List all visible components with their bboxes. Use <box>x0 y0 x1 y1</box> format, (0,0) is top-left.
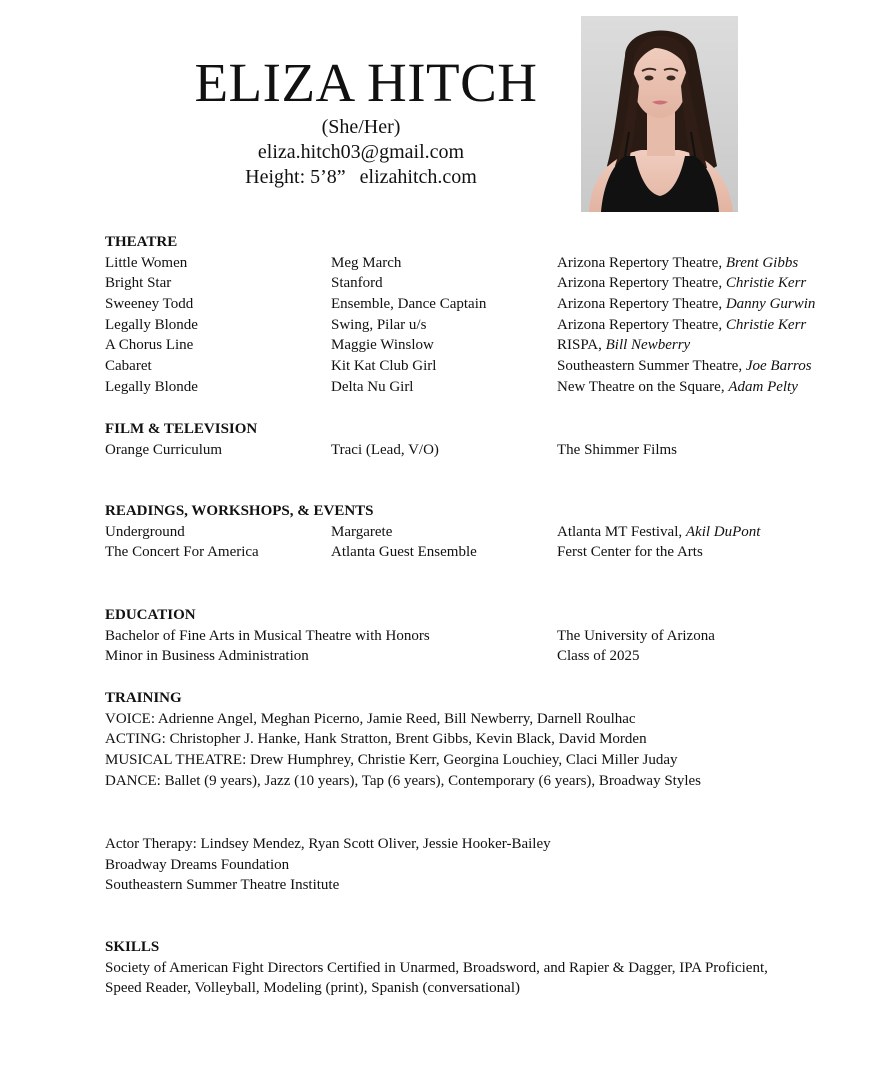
credit-row <box>105 522 845 543</box>
company: RISPA, Bill Newberry <box>557 337 691 354</box>
section-heading: EDUCATION <box>105 607 196 623</box>
website-link[interactable]: elizahitch.com <box>359 166 477 188</box>
training-line: ACTING: Christopher J. Hanke, Hank Stratton, Brent Gibbs, Kevin Black, David Morden <box>105 731 647 748</box>
training-line: Southeastern Summer Theatre Institute <box>105 877 340 894</box>
training-line: Actor Therapy: Lindsey Mendez, Ryan Scott Oliver, Jessie Hooker-Bailey <box>105 836 551 852</box>
show-title: A Chorus Line <box>105 337 194 354</box>
education-row <box>105 626 845 647</box>
role: Meg March <box>331 254 402 271</box>
role: Atlanta Guest Ensemble <box>331 544 477 561</box>
role: Maggie Winslow <box>331 337 434 354</box>
director: Brent Gibbs <box>725 254 799 271</box>
education-row <box>105 646 845 667</box>
show-title: Legally Blonde <box>105 378 198 395</box>
role: Margarete <box>331 523 393 540</box>
section-heading: READINGS, WORKSHOPS, & EVENTS <box>105 503 374 519</box>
additional-training <box>105 834 845 896</box>
email-link[interactable]: eliza.hitch03@gmail.com <box>257 141 465 163</box>
training-section <box>105 688 845 792</box>
show-title: Cabaret <box>105 358 152 375</box>
show-title: Bright Star <box>105 275 172 292</box>
height-and-website <box>200 165 522 190</box>
company: Atlanta MT Festival, Akil DuPont <box>557 523 761 540</box>
headshot-photo <box>581 16 738 212</box>
role: Delta Nu Girl <box>331 378 414 395</box>
skills-section <box>105 937 845 999</box>
school: The University of Arizona <box>557 627 715 644</box>
credit-row <box>105 440 845 461</box>
director: Akil DuPont <box>685 523 761 540</box>
show-title: Sweeney Todd <box>105 296 194 313</box>
director: Bill Newberry <box>605 337 691 354</box>
pronouns: (She/Her) <box>321 116 401 138</box>
credit-row <box>105 335 845 356</box>
training-line: DANCE: Ballet (9 years), Jazz (10 years), Tap (6 years), Contemporary (6 years), Broadway Styles <box>105 772 701 789</box>
company: Arizona Repertory Theatre, Christie Kerr <box>557 316 807 333</box>
actor-name: ELIZA HITCH <box>194 52 538 113</box>
director: Christie Kerr <box>725 316 807 333</box>
height: Height: 5’8” <box>245 166 346 188</box>
company: Southeastern Summer Theatre, Joe Barros <box>557 358 812 375</box>
training-line: Broadway Dreams Foundation <box>105 856 290 873</box>
section-heading: FILM & TELEVISION <box>105 421 258 437</box>
company: Ferst Center for the Arts <box>557 544 703 561</box>
director: Danny Gurwin <box>725 296 816 313</box>
education-section <box>105 605 845 667</box>
company: The Shimmer Films <box>557 441 677 458</box>
film-section <box>105 419 845 460</box>
company: Arizona Repertory Theatre, Brent Gibbs <box>557 254 799 271</box>
show-title: Little Women <box>105 254 188 271</box>
role: Swing, Pilar u/s <box>331 316 427 333</box>
credit-row <box>105 542 845 563</box>
training-line: MUSICAL THEATRE: Drew Humphrey, Christie Kerr, Georgina Louchiey, Claci Miller Juday <box>105 752 678 769</box>
role: Traci (Lead, V/O) <box>331 441 439 458</box>
skills-line: Speed Reader, Volleyball, Modeling (print), Spanish (conversational) <box>105 980 521 997</box>
section-heading: TRAINING <box>105 690 182 706</box>
skills-line: Society of American Fight Directors Certified in Unarmed, Broadsword, and Rapier & Dagger, IPA Proficient, <box>105 959 768 976</box>
school: Class of 2025 <box>557 648 640 665</box>
role: Stanford <box>331 275 383 292</box>
degree: Bachelor of Fine Arts in Musical Theatre with Honors <box>105 627 430 644</box>
event-title: The Concert For America <box>105 544 259 561</box>
company: Arizona Repertory Theatre, Danny Gurwin <box>557 296 816 313</box>
company: Arizona Repertory Theatre, Christie Kerr <box>557 275 807 292</box>
role: Ensemble, Dance Captain <box>331 296 487 313</box>
film-title: Orange Curriculum <box>105 441 223 458</box>
readings-section <box>105 501 845 563</box>
director: Adam Pelty <box>728 378 798 395</box>
event-title: Underground <box>105 523 185 540</box>
show-title: Legally Blonde <box>105 316 198 333</box>
training-line: VOICE: Adrienne Angel, Meghan Picerno, Jamie Reed, Bill Newberry, Darnell Roulhac <box>105 710 636 727</box>
credit-row <box>105 356 845 377</box>
credit-row <box>105 273 845 294</box>
theatre-section <box>105 232 845 398</box>
company: New Theatre on the Square, Adam Pelty <box>557 378 798 395</box>
section-heading: SKILLS <box>105 939 160 955</box>
degree: Minor in Business Administration <box>105 648 309 665</box>
director: Joe Barros <box>745 358 812 375</box>
credit-row <box>105 294 845 315</box>
section-heading: THEATRE <box>105 234 178 250</box>
role: Kit Kat Club Girl <box>331 358 437 375</box>
director: Christie Kerr <box>725 275 807 292</box>
credit-row <box>105 253 845 274</box>
credit-row <box>105 315 845 336</box>
credit-row <box>105 377 845 398</box>
